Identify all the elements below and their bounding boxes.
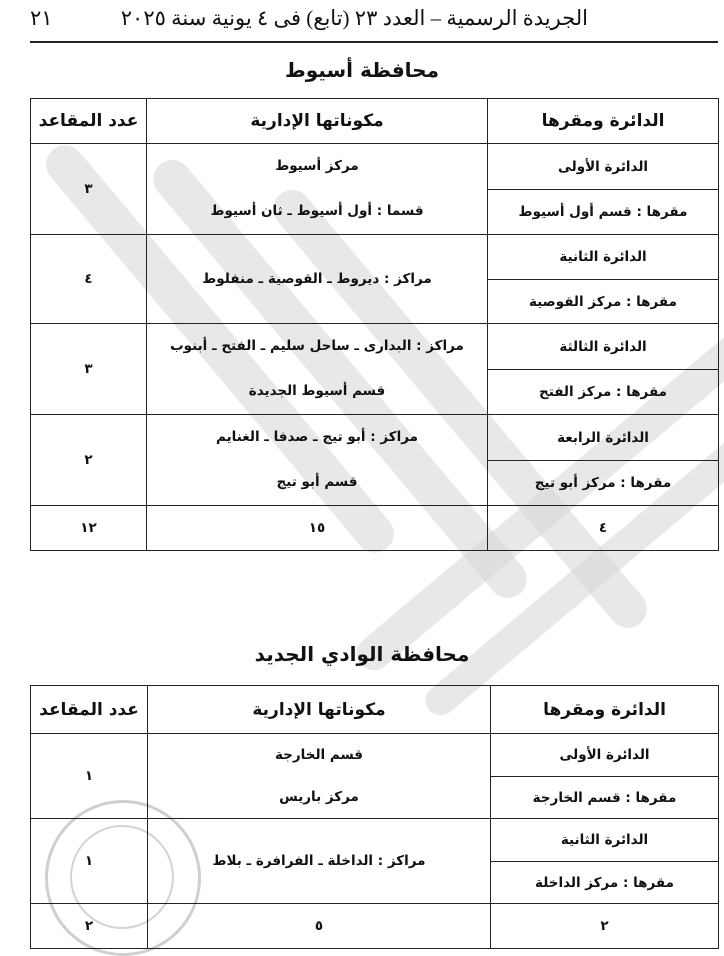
- components-cell: [148, 734, 491, 819]
- table-row: [31, 324, 719, 370]
- table-row: [31, 144, 719, 190]
- page-number: ٢١: [30, 6, 53, 30]
- seats-cell: ٢: [31, 415, 147, 506]
- component-line: مركز باريس: [279, 789, 359, 805]
- table-title: محافظة الوادي الجديد: [254, 642, 470, 666]
- column-header: الدائرة ومقرها: [491, 686, 719, 734]
- table-header-row: [31, 99, 719, 144]
- seats-cell: ٣: [31, 324, 147, 415]
- table-row: [31, 415, 719, 461]
- assiut-table: [30, 98, 719, 551]
- page-header: [30, 6, 718, 36]
- district-name: الدائرة الأولى: [491, 734, 719, 777]
- component-line: قسما : أول أسيوط ـ ثان أسيوط: [210, 203, 424, 219]
- components-cell: [147, 144, 488, 235]
- table-header-row: [31, 686, 719, 734]
- totals-row: [31, 506, 719, 551]
- district-name: الدائرة الأولى: [488, 144, 719, 190]
- total-components: ٥: [148, 904, 491, 949]
- components-cell: [147, 324, 488, 415]
- district-seat: مقرها : مركز القوصية: [488, 280, 719, 324]
- total-districts: ٢: [491, 904, 719, 949]
- district-name: الدائرة الثانية: [488, 235, 719, 280]
- component-line: قسم الخارجة: [274, 747, 364, 763]
- table-row: [31, 235, 719, 280]
- component-line: مراكز : أبو تيج ـ صدفا ـ الغنايم: [216, 429, 418, 445]
- total-districts: ٤: [488, 506, 719, 551]
- components-cell: [147, 415, 488, 506]
- total-seats: ٢: [31, 904, 148, 949]
- district-seat: مقرها : مركز أبو تيج: [488, 461, 719, 506]
- seats-cell: ١: [31, 734, 148, 819]
- component-line: قسم أسيوط الجديدة: [248, 383, 386, 399]
- district-name: الدائرة الرابعة: [488, 415, 719, 461]
- column-header: مكوناتها الإدارية: [148, 686, 491, 734]
- column-header: عدد المقاعد: [31, 686, 148, 734]
- components-cell: مراكز : ديروط ـ القوصية ـ منفلوط: [147, 235, 488, 324]
- seats-cell: ٣: [31, 144, 147, 235]
- component-line: مراكز : البدارى ـ ساحل سليم ـ الفتح ـ أبنوب: [170, 338, 464, 354]
- seats-cell: ١: [31, 819, 148, 904]
- district-seat: مقرها : قسم أول أسيوط: [488, 190, 719, 235]
- column-header: الدائرة ومقرها: [488, 99, 719, 144]
- component-line: مركز أسيوط: [275, 158, 359, 174]
- components-cell: مراكز : الداخلة ـ الفرافرة ـ بلاط: [148, 819, 491, 904]
- district-seat: مقرها : مركز الداخلة: [491, 862, 719, 904]
- table-row: [31, 734, 719, 777]
- gazette-title: الجريدة الرسمية – العدد ٢٣ (تابع) فى ٤ يونية سنة ٢٠٢٥: [120, 6, 588, 30]
- district-name: الدائرة الثالثة: [488, 324, 719, 370]
- total-components: ١٥: [147, 506, 488, 551]
- header-rule: [30, 41, 718, 43]
- district-seat: مقرها : مركز الفتح: [488, 370, 719, 415]
- new-valley-table: [30, 685, 719, 949]
- totals-row: [31, 904, 719, 949]
- seats-cell: ٤: [31, 235, 147, 324]
- table-row: [31, 819, 719, 862]
- column-header: مكوناتها الإدارية: [147, 99, 488, 144]
- district-seat: مقرها : قسم الخارجة: [491, 777, 719, 819]
- district-name: الدائرة الثانية: [491, 819, 719, 862]
- column-header: عدد المقاعد: [31, 99, 147, 144]
- total-seats: ١٢: [31, 506, 147, 551]
- table-title: محافظة أسيوط: [285, 58, 439, 82]
- component-line: قسم أبو تيج: [276, 474, 358, 490]
